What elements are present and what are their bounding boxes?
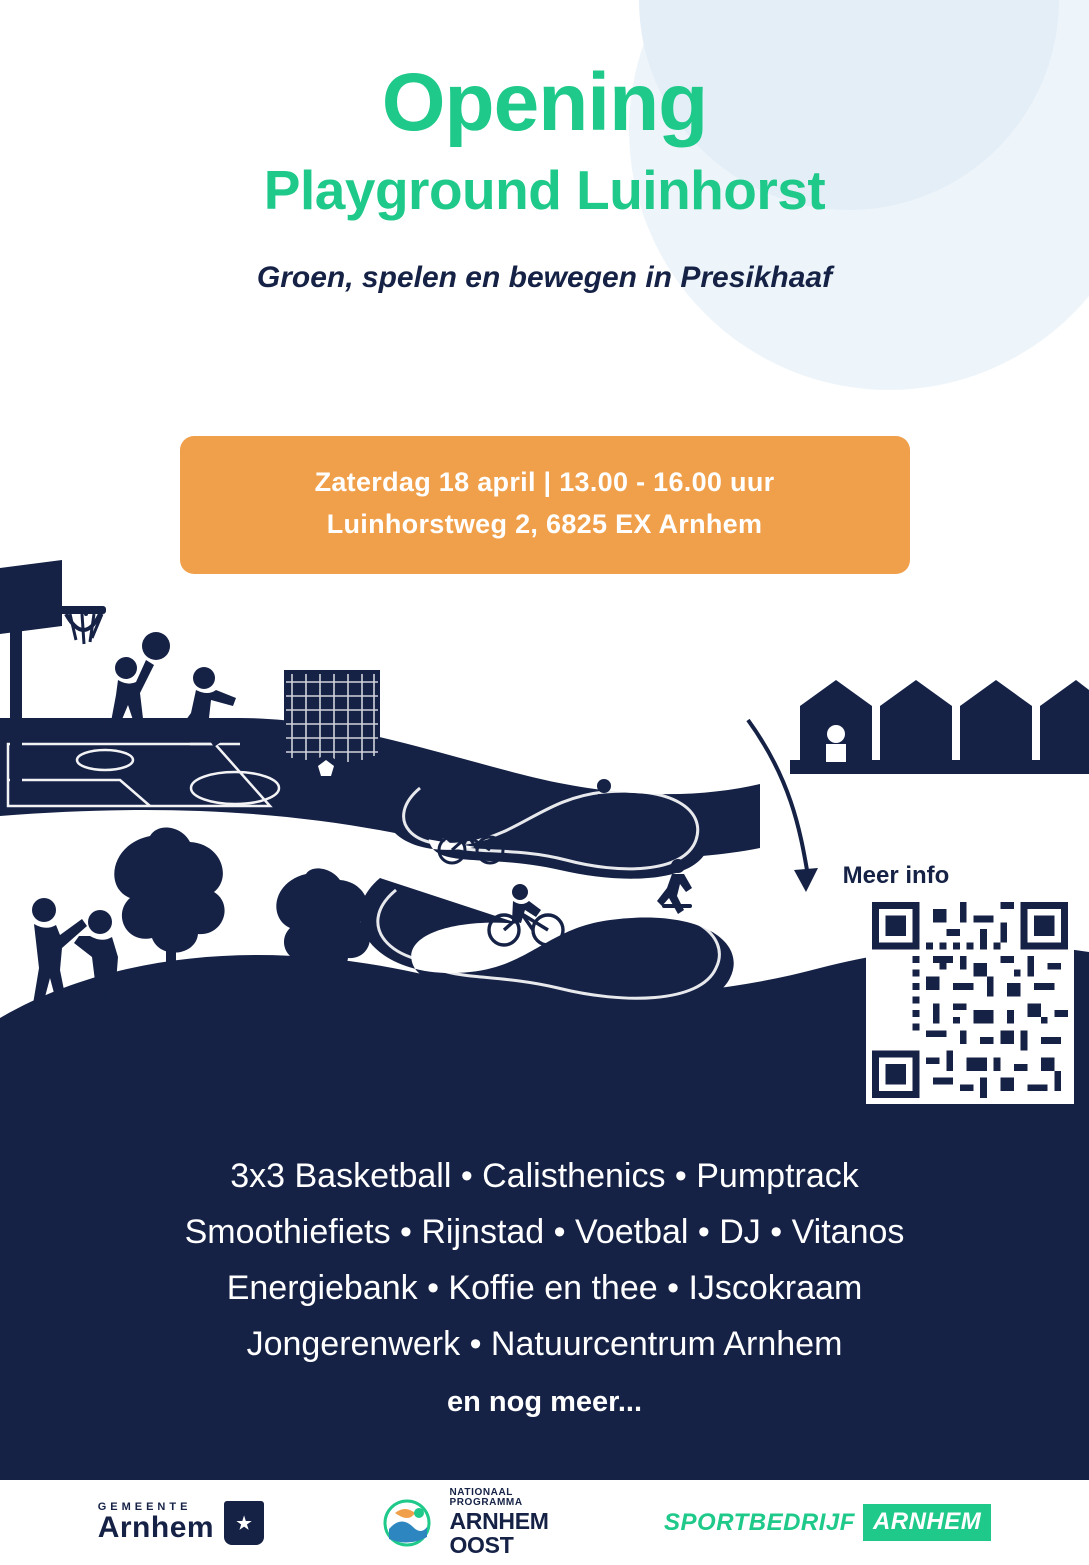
event-info-box (180, 436, 910, 574)
gemeente-label: GEMEENTE (97, 1501, 192, 1513)
event-address: Luinhorstweg 2, 6825 EX Arnhem (326, 508, 763, 539)
npao-line1: NATIONAAL (449, 1486, 514, 1498)
npao-mark-icon (379, 1495, 437, 1551)
footer-logos (0, 1480, 1089, 1565)
activities-closing: en nog meer... (447, 1386, 642, 1419)
qr-label: Meer info (842, 862, 950, 889)
page-subtitle: Playground Luinhorst (263, 159, 826, 221)
qr-code[interactable] (866, 896, 1074, 1104)
activities-line: 3x3 Basketball • Calisthenics • Pumptrack (230, 1157, 859, 1195)
poster-header (0, 0, 1089, 295)
logo-sportbedrijf-arnhem (664, 1504, 991, 1541)
npao-line2: PROGRAMMA (449, 1497, 523, 1509)
arnhem-label: Arnhem (97, 1511, 215, 1544)
sportbedrijf-arnhem-label: ARNHEM (863, 1504, 991, 1541)
event-datetime: Zaterdag 18 april | 13.00 - 16.00 uur (314, 467, 775, 497)
activities-line: Smoothiefiets • Rijnstad • Voetbal • DJ • Vitanos (184, 1213, 905, 1252)
npao-line3: ARNHEM (449, 1507, 549, 1534)
page-title: Opening (381, 57, 708, 148)
tagline: Groen, spelen en bewegen in Presikhaaf (256, 260, 833, 294)
activities-band (0, 1110, 1089, 1480)
qr-code-image (872, 902, 1068, 1098)
arnhem-crest-icon (224, 1501, 264, 1545)
logo-gemeente-arnhem (98, 1501, 264, 1545)
sportbedrijf-label: SPORTBEDRIJF (664, 1508, 855, 1536)
activities-line: Energiebank • Koffie en thee • IJscokraam (226, 1269, 863, 1308)
logo-nationaal-programma-arnhem-oost (379, 1488, 548, 1557)
activities-line: Jongerenwerk • Natuurcentrum Arnhem (246, 1325, 843, 1364)
npao-line4: OOST (449, 1532, 514, 1558)
